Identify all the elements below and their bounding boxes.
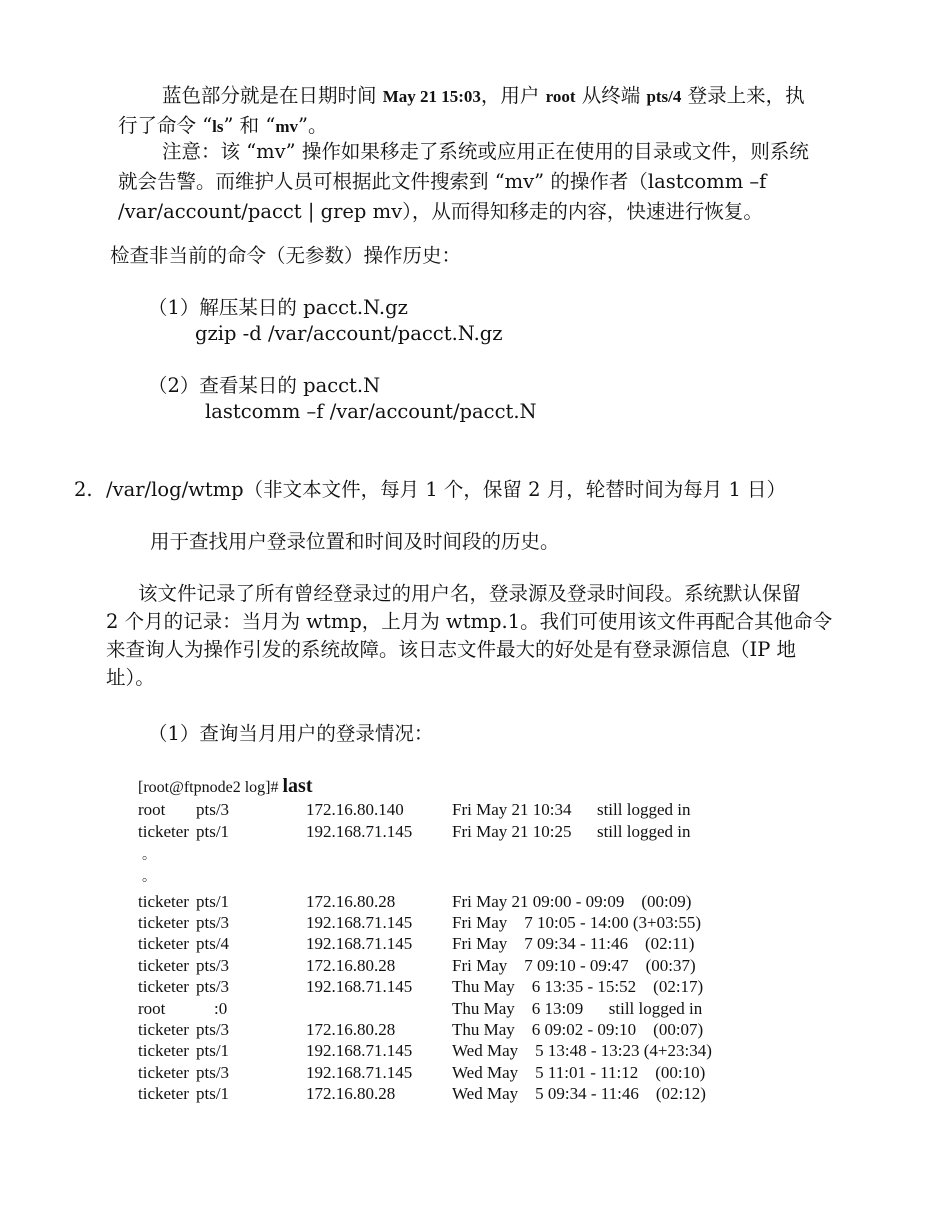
section-2-desc-line: 址）。 [106, 666, 155, 689]
cell-tty: pts/1 [196, 1084, 230, 1103]
cell-user: ticketer [138, 1041, 189, 1060]
section-2-purpose: 用于查找用户登录位置和时间及时间段的历史。 [150, 530, 560, 553]
cell-time: Fri May 21 09:00 - 09:09 (00:09) [452, 892, 692, 911]
cell-user: ticketer [138, 977, 189, 996]
cell-time: Thu May 6 09:02 - 09:10 (00:07) [452, 1020, 704, 1039]
ellipsis-dot: 。 [142, 847, 156, 863]
cell-tty: pts/3 [196, 800, 230, 819]
terminal-command: last [282, 775, 313, 797]
cell-time: Fri May 7 09:10 - 09:47 (00:37) [452, 956, 696, 975]
cell-time: Wed May 5 09:34 - 11:46 (02:12) [452, 1084, 706, 1103]
cell-time: Fri May 21 10:34 still logged in [452, 800, 691, 819]
cell-host: 172.16.80.28 [306, 956, 396, 975]
cell-time: Wed May 5 11:01 - 11:12 (00:10) [452, 1063, 706, 1082]
note-user: root [545, 87, 576, 106]
cell-tty: pts/3 [196, 977, 230, 996]
step-2-command: lastcomm –f /var/account/pacct.N [205, 400, 537, 423]
cell-user: ticketer [138, 822, 189, 841]
history-heading: 检查非当前的命令（无参数）操作历史： [110, 244, 462, 267]
note-line-1 [162, 80, 805, 112]
cell-host: 192.168.71.145 [306, 913, 413, 932]
section-2-title: /var/log/wtmp（非文本文件，每月 1 个，保留 2 月，轮替时间为每月 1 日） [106, 478, 787, 501]
terminal-prompt-line [138, 774, 312, 798]
cell-tty: pts/4 [196, 934, 230, 953]
cell-user: ticketer [138, 892, 189, 911]
note-text: 蓝色部分就是在日期时间 [162, 84, 383, 107]
note-text: 行了命令 “ [118, 114, 213, 137]
cell-host: 172.16.80.140 [306, 800, 404, 819]
note-line-3: 注意：该 “mv” 操作如果移走了系统或应用正在使用的目录或文件，则系统 [162, 140, 809, 163]
note-command: mv [275, 117, 299, 136]
section-2-number: 2. [74, 478, 93, 501]
note-text: ” 和 “ [223, 114, 276, 137]
note-command: ls [212, 117, 224, 136]
note-date: May 21 15:03 [382, 87, 481, 106]
note-text: ”。 [298, 114, 328, 137]
section-2-desc-line: 该文件记录了所有曾经登录过的用户名，登录源及登录时间段。系统默认保留 [138, 582, 802, 605]
cell-tty: pts/3 [196, 1020, 230, 1039]
cell-time: Thu May 6 13:35 - 15:52 (02:17) [452, 977, 704, 996]
cell-time: Wed May 5 13:48 - 13:23 (4+23:34) [452, 1041, 712, 1060]
cell-host: 192.168.71.145 [306, 1041, 413, 1060]
cell-host: 172.16.80.28 [306, 1084, 396, 1103]
note-tty: pts/4 [646, 87, 682, 106]
ellipsis-dot: 。 [142, 869, 156, 885]
terminal-prompt: [root@ftpnode2 log]# [138, 779, 283, 796]
step-2-label: （2）查看某日的 pacct.N [148, 374, 381, 397]
cell-user: ticketer [138, 956, 189, 975]
step-1-label: （1）解压某日的 pacct.N.gz [148, 296, 408, 319]
section-2-desc-line: 2 个月的记录：当月为 wtmp，上月为 wtmp.1。我们可使用该文件再配合其他命令 [106, 610, 833, 633]
cell-host: 172.16.80.28 [306, 1020, 396, 1039]
cell-tty: pts/1 [196, 822, 230, 841]
cell-host: 192.168.71.145 [306, 934, 413, 953]
cell-tty: pts/3 [196, 956, 230, 975]
cell-user: ticketer [138, 1063, 189, 1082]
cell-tty: pts/3 [196, 1063, 230, 1082]
note-text: ，用户 [480, 84, 546, 107]
cell-tty: pts/1 [196, 1041, 230, 1060]
note-line-4: 就会告警。而维护人员可根据此文件搜索到 “mv” 的操作者（lastcomm –f [118, 170, 767, 193]
cell-time: Fri May 7 10:05 - 14:00 (3+03:55) [452, 913, 701, 932]
cell-time: Fri May 7 09:34 - 11:46 (02:11) [452, 934, 695, 953]
cell-user: root [138, 800, 166, 819]
cell-user: ticketer [138, 913, 189, 932]
cell-tty: pts/3 [196, 913, 230, 932]
cell-time: Fri May 21 10:25 still logged in [452, 822, 691, 841]
cell-time: Thu May 6 13:09 still logged in [452, 999, 703, 1018]
step-1-command: gzip -d /var/account/pacct.N.gz [195, 322, 503, 345]
cell-user: ticketer [138, 1084, 189, 1103]
note-text: 从终端 [575, 84, 647, 107]
note-line-5: /var/account/pacct | grep mv），从而得知移走的内容，快速进行恢复。 [118, 200, 763, 223]
cell-tty: pts/1 [196, 892, 230, 911]
cell-tty: :0 [214, 999, 228, 1018]
section-2-desc-line: 来查询人为操作引发的系统故障。该日志文件最大的好处是有登录源信息（IP 地 [106, 638, 797, 661]
cell-host: 192.168.71.145 [306, 1063, 413, 1082]
query-label: （1）查询当月用户的登录情况： [148, 722, 434, 745]
cell-host: 192.168.71.145 [306, 977, 413, 996]
cell-user: ticketer [138, 934, 189, 953]
note-text: 登录上来，执 [681, 84, 805, 107]
cell-user: ticketer [138, 1020, 189, 1039]
cell-user: root [138, 999, 166, 1018]
cell-host: 172.16.80.28 [306, 892, 396, 911]
cell-host: 192.168.71.145 [306, 822, 413, 841]
